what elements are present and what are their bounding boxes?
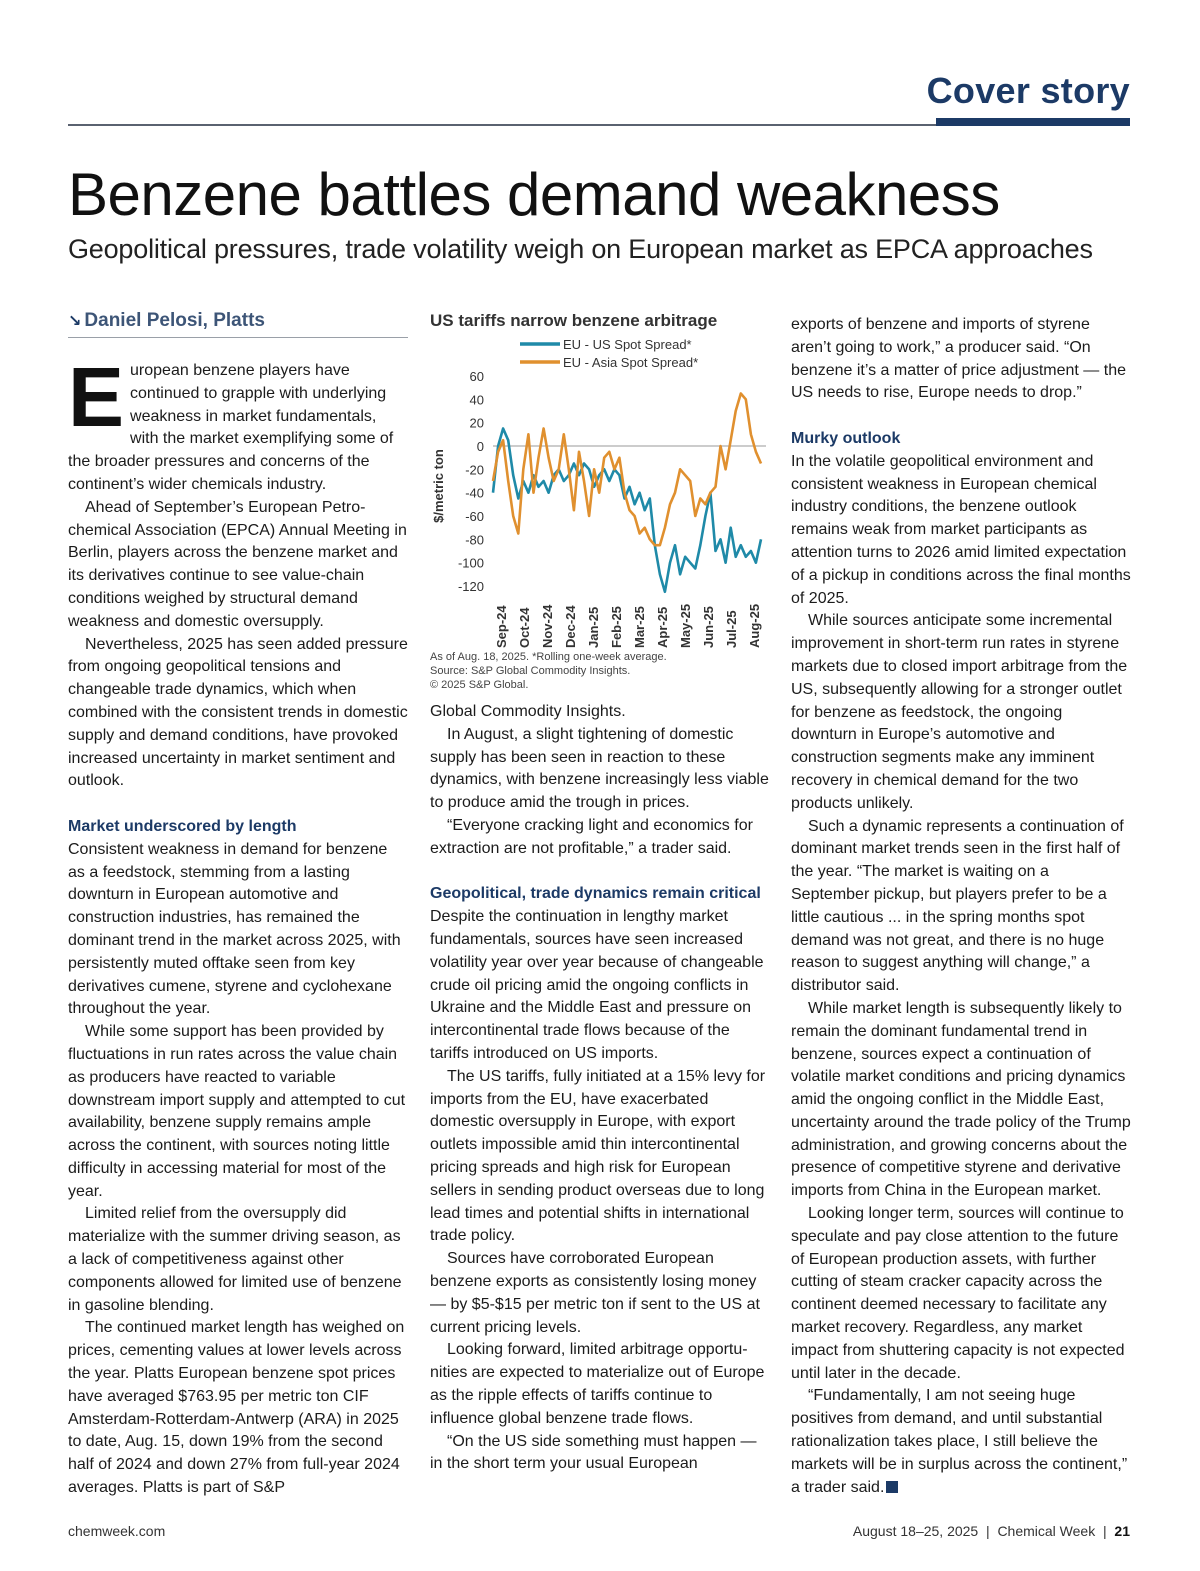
byline-text: Daniel Pelosi, Platts (84, 310, 265, 331)
x-tick-label: Jul-25 (724, 610, 739, 648)
chart-note: As of Aug. 18, 2025. *Rolling one-week average. (430, 651, 667, 663)
column-1 (68, 350, 408, 1500)
x-tick-label: Dec-24 (563, 605, 578, 648)
chart-legend (520, 337, 698, 370)
y-tick-label: -60 (465, 509, 484, 524)
paragraph: Looking forward, limited arbitrage opportunities are expected to materialize out of Europe as the ripple effects of tariffs continue to influence global benzene trade flows. (430, 1341, 765, 1427)
x-tick-label: Apr-25 (655, 606, 670, 648)
paragraph: Sources have corroborated European benzene exports as consistently losing money — by $5-$15 per metric ton if sent to the US at current pricing levels. (430, 1250, 760, 1336)
y-tick-label: -120 (457, 579, 484, 594)
footer-separator: | (1103, 1523, 1107, 1539)
paragraph: In August, a slight tightening of domestic supply has been seen in reaction to these dynamics, with benzene increasingly less viable to produce amid the trough in prices. (430, 725, 769, 812)
y-tick-label: 60 (469, 369, 484, 384)
paragraph: Consistent weakness in demand for benzene as a feedstock, stemming from a lasting downturn in European automotive and construction industries, has remained the dominant trend in the market across 2025, with persistently muted offtake seen from key derivatives cumene, styrene and cyclohexane throughout the year. (68, 840, 401, 1018)
paragraph: Limited relief from the oversupply did materialize with the summer driving season, as a lack of competitiveness against other components allowed for limited use of benzene in gasoline blending. (68, 1205, 402, 1314)
paragraph: “Everyone cracking light and economics for extraction are not profitable,” a trader said. (430, 816, 753, 857)
headline: Benzene battles demand weakness (68, 161, 1000, 228)
x-tick-label: Jan-25 (586, 606, 601, 648)
paragraph: “On the US side something must happen — in the short term your usual European (430, 1432, 757, 1473)
footer-info (853, 1523, 1130, 1539)
spread-chart (428, 306, 768, 696)
column-3 (791, 314, 1131, 1499)
paragraph: In the volatile geopolitical environment and consistent weakness in European chemical industry conditions, the benzene outlook remains weak from market participants as attention turns to 2026 amid limited expectation of a pickup in conditions across the final months of 2025. (791, 452, 1131, 607)
end-mark-icon (886, 1481, 898, 1493)
paragraph: Despite the continuation in lengthy market fundamentals, sources have seen increased volatility year over year because of changeable crude oil pricing amid the ongoing conflicts in Ukraine and the Middle East and pressure on intercontinental trade flows because of the tariffs introduced on US imports. (430, 908, 764, 1062)
paragraph: The US tariffs, fully initiated at a 15% levy for imports from the EU, have exacerbated domestic oversupply in Europe, with export outlets impossible amid thin intercontinental pricing spreads and high risk for European sellers in sending product overseas due to long lead times and potential shifts in international trade policy. (430, 1067, 766, 1245)
chart-copyright: © 2025 S&P Global. (430, 679, 529, 691)
x-tick-label: Sep-24 (494, 605, 509, 648)
paragraph: While some support has been provided by fluctuations in run rates across the value chain as producers have reacted to variable downstream import supply and attempted to cut availability, benzene supply remains ample across the continent, with sources noting little difficulty in accessing material for most of the year. (68, 1023, 406, 1200)
paragraph: “Fundamentally, I am not seeing huge positives from demand, and until substantial rationalization takes place, I still believe the markets will be in surplus across the continent,” a trader said. (791, 1387, 1128, 1496)
paragraph: European benzene players have continued to grapple with underlying weakness in market fundamentals, with the market exemplifying some of the broader pressures and concerns of the continent’s wider chemicals industry. (68, 350, 394, 493)
paragraph: While sources anticipate some incremental improvement in short-term run rates in styrene markets due to closed import arbitrage from the US, subsequently allowing for a stronger outlet for benzene as feedstock, the ongoing downturn in Europe’s automotive and construction segments make any imminent recovery in chemical demand for the two products unlikely. (791, 612, 1128, 812)
footer-date: August 18–25, 2025 (852, 1523, 979, 1539)
subhead-market-length: Market underscored by length (68, 817, 297, 835)
x-tick-label: Mar-25 (632, 606, 647, 648)
deck: Geopolitical pressures, trade volatility weigh on European market as EPCA approaches (68, 234, 1093, 264)
legend-label: EU - US Spot Spread* (563, 337, 692, 352)
y-tick-label: -20 (465, 462, 484, 478)
subhead-geopolitical: Geopolitical, trade dynamics remain critical (430, 885, 761, 903)
paragraph: Such a dynamic represents a continuation of dominant market trends seen in the first half of the year. “The market is waiting on a September pickup, but players prefer to be a little cautious ... in the spring months spot demand was not great, and there is no huge reason to suggest anything will change,” a distributor said. (791, 817, 1124, 995)
chart-source: Source: S&P Global Commodity Insights. (430, 665, 631, 677)
series-line (493, 394, 761, 546)
x-tick-label: Oct-24 (517, 607, 532, 648)
paragraph: Looking longer term, sources will continue to speculate and pay close attention to the future of European production assets, with further cutting of steam cracker capacity across the continent deemed necessary to facilitate any market recovery. Regardless, any market impact from shuttering capacity is not expected until later in the decade. (791, 1205, 1125, 1382)
y-tick-label: 20 (469, 415, 484, 431)
y-tick-label: 0 (476, 439, 484, 454)
paragraph: exports of benzene and imports of styrene aren’t going to work,” a producer said. “On benzene it’s a matter of price adjustment — the US needs to rise, Europe needs to drop.” (791, 316, 1126, 402)
footer-separator: | (986, 1523, 990, 1539)
paragraph: While market length is subsequently likely to remain the dominant fundamental trend in benzene, sources expect a continuation of volatile market conditions and pricing dynamics amid the ongoing conflict in the Middle East, uncertainty around the trade policy of the Trump administration, and growing concerns about the presence of competitive styrene and derivative imports from China in the European market. (791, 999, 1131, 1200)
chart-title: US tariffs narrow benzene arbitrage (430, 311, 718, 330)
x-tick-label: Feb-25 (609, 606, 624, 648)
column-2 (430, 701, 770, 1476)
section-label: Cover story (926, 70, 1130, 111)
byline[interactable] (68, 310, 408, 338)
drop-cap: E (68, 350, 125, 444)
y-tick-label: -80 (465, 532, 484, 548)
x-tick-label: Jun-25 (701, 606, 716, 648)
y-tick-label: -40 (465, 485, 484, 501)
header-rule-accent (936, 118, 1130, 126)
paragraph: Global Commodity Insights. (430, 703, 626, 720)
footer-site[interactable]: chemweek.com (68, 1523, 166, 1539)
page-number: 21 (1114, 1523, 1130, 1539)
paragraph: The continued market length has weighed on prices, cementing values at lower levels across the year. Platts European benzene spot prices have averaged $763.95 per metric ton CIF Amsterdam-Rotterdam-Antwerp (ARA) in 2025 to date, Aug. 15, down 19% from the second half of 2024 and down 27% from full-year 2024 averages. Platts is part of S&P (68, 1319, 405, 1497)
paragraph: Ahead of September’s European Petrochemical Association (EPCA) Annual Meeting in Berlin, players across the benzene market and its derivatives continue to see value-chain conditions weighed by structural demand weakness and domestic oversupply. (68, 498, 407, 630)
x-tick-label: May-25 (678, 603, 693, 648)
y-axis-label: $/metric ton (431, 449, 446, 523)
subhead-murky-outlook: Murky outlook (791, 429, 901, 447)
y-tick-label: -100 (457, 555, 484, 571)
x-tick-label: Nov-24 (540, 604, 555, 648)
legend-label: EU - Asia Spot Spread* (563, 355, 699, 370)
paragraph: Nevertheless, 2025 has seen added pressure from ongoing geopolitical tensions and changeable trade dynamics, which when combined with the consistent trends in domestic supply and demand conditions, have provoked increased uncertainty in market sentiment and outlook. (68, 635, 408, 790)
x-tick-label: Aug-25 (747, 603, 762, 648)
y-tick-label: 40 (469, 392, 484, 408)
arrow-down-right-icon: ↘ (68, 313, 82, 330)
footer-publication: Chemical Week (997, 1523, 1096, 1539)
